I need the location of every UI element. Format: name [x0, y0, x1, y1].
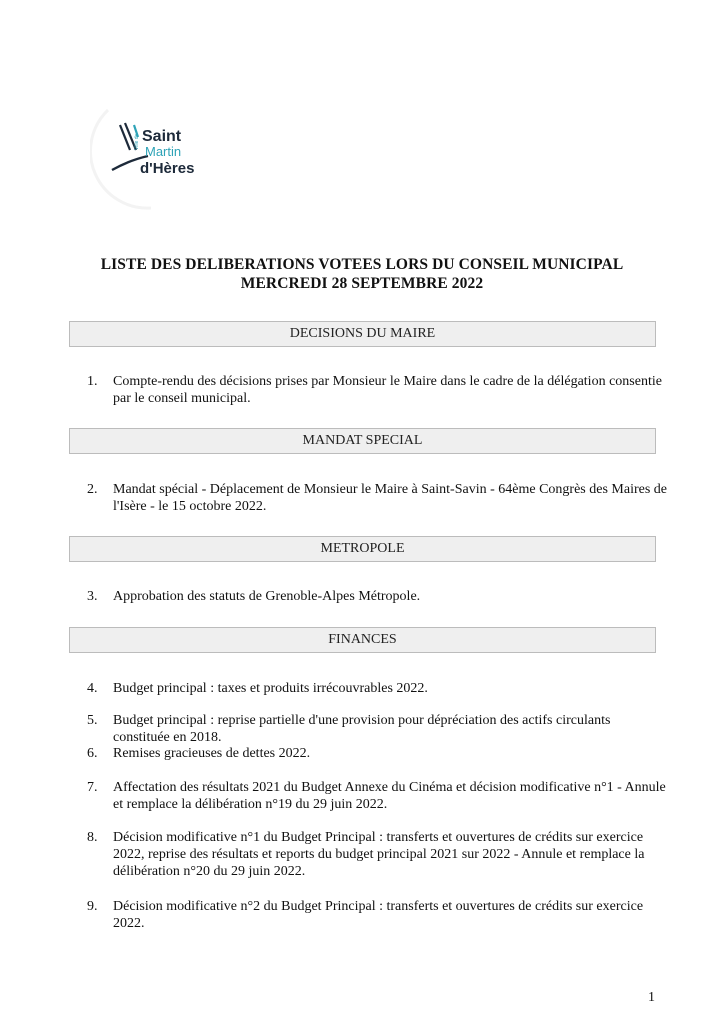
item-text: Remises gracieuses de dettes 2022.	[113, 746, 311, 761]
logo-line2: Martin	[145, 144, 182, 159]
item-text: Budget principal : reprise partielle d'une provision pour dépréciation des actifs circulants constituée en 2018.	[113, 713, 611, 745]
list-item	[87, 779, 667, 813]
item-number: 6.	[87, 746, 98, 761]
item-text: Compte-rendu des décisions prises par Monsieur le Maire dans le cadre de la délégation consentie par le conseil municipal.	[113, 374, 662, 406]
list-item	[87, 373, 667, 407]
list-item	[87, 481, 667, 515]
item-number: 2.	[87, 482, 98, 497]
item-text: Affectation des résultats 2021 du Budget Annexe du Cinéma et décision modificative n°1 - Annule et remplace la délibération n°19 du 29 juin 2022.	[113, 780, 666, 812]
item-number: 9.	[87, 899, 98, 914]
item-number: 8.	[87, 830, 98, 845]
list-item	[87, 898, 667, 932]
document-date: MERCREDI 28 SEPTEMBRE 2022	[240, 275, 484, 292]
city-logo	[90, 92, 212, 210]
item-number: 7.	[87, 780, 98, 795]
item-text: Budget principal : taxes et produits irrécouvrables 2022.	[113, 681, 428, 696]
item-number: 4.	[87, 681, 98, 696]
logo-vertical-text: Ville de	[134, 133, 140, 150]
page-number: 1	[648, 990, 655, 1005]
item-text: Décision modificative n°1 du Budget Principal : transferts et ouvertures de crédits sur exercice 2022, reprise des résultats et reports du budget principal 2021 sur 2022 - Annule et remplace la délibération n°20 du 29 juin 2022.	[113, 830, 645, 879]
list-item	[87, 588, 667, 605]
section-heading-decisions: DECISIONS DU MAIRE	[69, 321, 656, 347]
section-heading-finances: FINANCES	[69, 627, 656, 653]
logo-line3: d'Hères	[140, 160, 195, 177]
item-text: Décision modificative n°2 du Budget Principal : transferts et ouvertures de crédits sur exercice 2022.	[113, 899, 644, 931]
item-number: 5.	[87, 713, 98, 728]
section-heading-mandat: MANDAT SPECIAL	[69, 428, 656, 454]
section-heading-metropole: METROPOLE	[69, 536, 656, 562]
item-number: 3.	[87, 589, 98, 604]
logo-graphic	[90, 92, 212, 210]
document-title: LISTE DES DELIBERATIONS VOTEES LORS DU CONSEIL MUNICIPAL	[100, 256, 624, 273]
list-item	[87, 680, 667, 697]
logo-line1: Saint	[142, 128, 182, 145]
item-text: Mandat spécial - Déplacement de Monsieur le Maire à Saint-Savin - 64ème Congrès des Maires de l'Isère - le 15 octobre 2022.	[113, 482, 667, 514]
list-item	[87, 712, 667, 746]
item-text: Approbation des statuts de Grenoble-Alpes Métropole.	[113, 589, 421, 604]
item-number: 1.	[87, 374, 98, 389]
list-item	[87, 745, 667, 762]
list-item	[87, 829, 667, 880]
